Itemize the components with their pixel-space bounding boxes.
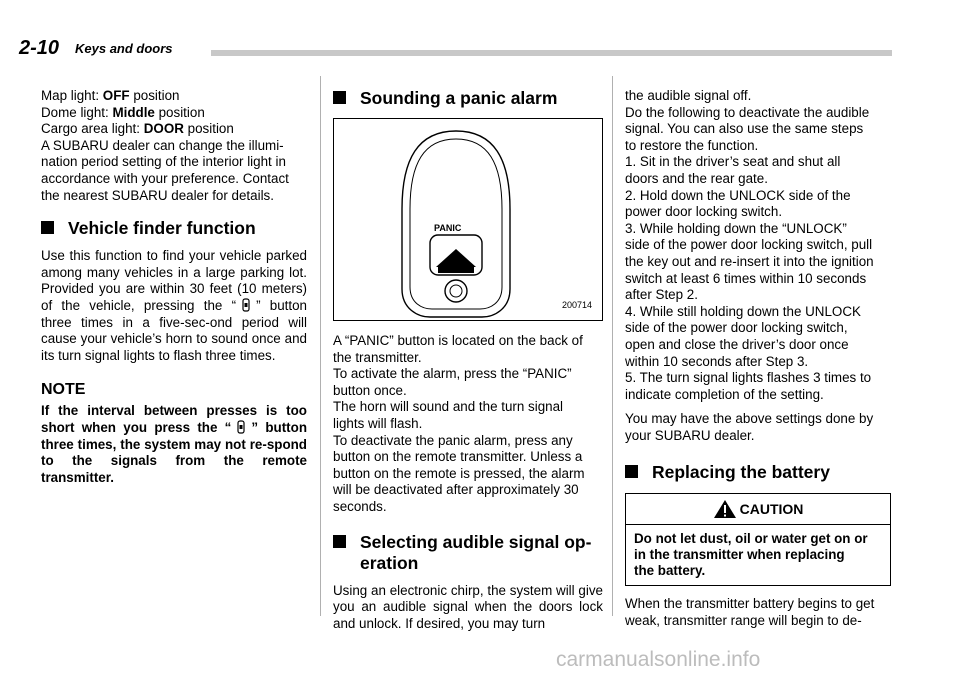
column-divider	[320, 76, 321, 616]
square-bullet-icon	[41, 221, 54, 234]
light-settings	[41, 88, 307, 138]
audible-steps: the audible signal off. Do the following to deactivate the audible signal. You can also use the same steps to restore the function. 1. Sit in the driver’s seat and shut all doors and the rear gate. 2. Hold down the UNLOCK side of the power door locking switch. 3. While holding down the “UNLOCK” side of the power door locking switch, pull the key out and re-insert it into the ignition switch at least 6 times within 10 seconds after Step 2. 4. While still holding down the UNLOCK side of the power door locking switch, open and close the driver’s door once within 10 seconds after Step 3. 5. The turn signal lights flashes 3 times to indicate completion of the setting.	[625, 88, 874, 402]
header-rule	[211, 50, 892, 56]
warning-triangle-icon	[713, 499, 737, 519]
panic-alarm-heading: Sounding a panic alarm	[333, 88, 603, 109]
column-1	[41, 88, 307, 487]
light-setting-dome: Dome light: Middle position	[41, 104, 205, 120]
square-bullet-icon	[333, 91, 346, 104]
caution-header: CAUTION	[626, 494, 890, 525]
dealer-note: You may have the above settings done by your SUBARU dealer.	[625, 411, 874, 443]
vehicle-finder-heading: Vehicle finder function	[41, 218, 307, 239]
battery-heading: Replacing the battery	[625, 462, 891, 483]
battery-paragraph: When the transmitter battery begins to get weak, transmitter range will begin to de-	[625, 596, 875, 629]
caution-body: Do not let dust, oil or water get on or in the transmitter when replacing the battery.	[634, 531, 868, 579]
dealer-paragraph: A SUBARU dealer can change the illumi- nation period setting of the interior light in accordance with your preference. Contact the nearest SUBARU dealer for details.	[41, 137, 289, 203]
lock-button-icon	[239, 298, 253, 312]
column-3	[625, 88, 891, 630]
square-bullet-icon	[625, 465, 638, 478]
svg-text:PANIC: PANIC	[434, 223, 462, 233]
transmitter-figure	[333, 118, 603, 321]
note-heading: NOTE	[41, 381, 86, 399]
page-number: 2-10	[19, 37, 60, 59]
column-divider	[612, 76, 613, 616]
audible-signal-paragraph: Using an electronic chirp, the system will give you an audible signal when the doors lock and unlock. If desired, you may turn	[333, 582, 603, 631]
lock-button-icon	[234, 420, 248, 434]
panic-paragraph: A “PANIC” button is located on the back of the transmitter. To activate the alarm, press the “PANIC” button once. The horn will sound and the turn signal lights will flash. To deactivate the panic alarm, press any button on the remote transmitter. Unless a button on the remote is pressed, the alarm will be deactivated after approximately 30 seconds.	[333, 333, 585, 514]
remote-transmitter-illustration	[334, 119, 602, 320]
audible-signal-heading: Selecting audible signal op- eration	[333, 532, 603, 574]
light-setting-map: Map light: OFF position	[41, 88, 180, 103]
page-header	[19, 38, 892, 58]
column-2	[333, 88, 603, 639]
note-body: If the interval between presses is too short when you press the “ ” button three times, the system may not re-spond to the signals from the remote transmitter.	[41, 402, 307, 486]
square-bullet-icon	[333, 535, 346, 548]
section-title: Keys and doors	[75, 41, 173, 56]
figure-code: 200714	[561, 300, 592, 311]
light-setting-cargo: Cargo area light: DOOR position	[41, 121, 234, 137]
caution-box	[625, 493, 891, 586]
watermark: carmanualsonline.info	[556, 648, 761, 671]
vehicle-finder-paragraph: Use this function to find your vehicle parked among many vehicles in a large parking lot. Provided you are within 30 feet (10 meters) of the vehicle, pressing the “ ” button three times in a five-sec-ond period will cause your vehicle’s horn to sound once and its turn signal lights to flash three times.	[41, 248, 307, 363]
